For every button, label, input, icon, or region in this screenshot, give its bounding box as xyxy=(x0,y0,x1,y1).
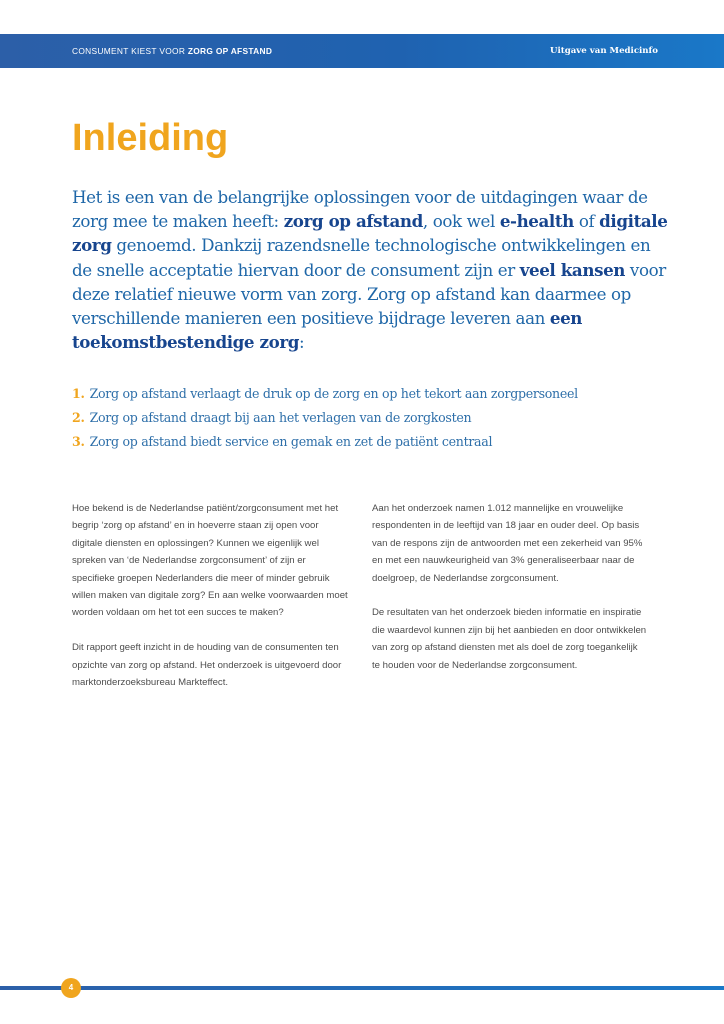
body-paragraph: Hoe bekend is de Nederlandse patiënt/zorgconsument met het begrip ‘zorg op afstand’ en in hoeverre staan zij open voor digitale diensten en oplossingen? Kunnen we eigenlijk wel spreken van ‘de Nederlandse zorgconsument’ of zijn er specifieke groepen Nederlanders die meer of minder gebruik willen maken van digitale zorg? En aan welke voorwaarden moet worden voldaan om het tot een succes te maken? xyxy=(72,503,348,619)
list-text: Zorg op afstand verlaagt de druk op de zorg en op het tekort aan zorgpersoneel xyxy=(89,386,578,401)
intro-bold-1: zorg op afstand xyxy=(283,211,423,232)
intro-text-2: , ook wel xyxy=(422,211,500,232)
body-column-right xyxy=(372,500,648,691)
list-text: Zorg op afstand draagt bij aan het verlagen van de zorgkosten xyxy=(89,410,472,425)
list-item xyxy=(72,430,578,454)
footer-divider xyxy=(0,986,724,990)
page-number: 4 xyxy=(61,978,81,998)
list-number: 1. xyxy=(72,386,85,401)
body-paragraph: De resultaten van het onderzoek bieden informatie en inspiratie die waardevol kunnen zijn bij het aanbieden en door ontwikkelen van zorg op afstand diensten met als doel de zorg toegankelijk te houden voor de Nederlandse zorgconsument. xyxy=(372,607,647,671)
intro-text-1: Het is een van de belangrijke oplossingen voor de uitdagingen waar de zorg mee te maken heeft: xyxy=(72,187,648,232)
list-number: 2. xyxy=(72,410,85,425)
benefits-list xyxy=(72,382,578,454)
list-text: Zorg op afstand biedt service en gemak en zet de patiënt centraal xyxy=(89,434,493,449)
page-title: Inleiding xyxy=(72,117,229,159)
intro-text-5: voor deze relatief nieuwe vorm van zorg. Zorg op afstand kan daarmee op verschillende manieren een positieve bijdrage leveren aan xyxy=(72,259,666,329)
list-number: 3. xyxy=(72,434,85,449)
intro-bold-5: een toekomstbestendige zorg xyxy=(72,308,583,353)
header-title-prefix: CONSUMENT KIEST VOOR xyxy=(72,46,186,56)
intro-bold-4: veel kansen xyxy=(519,259,626,280)
intro-bold-3: digitale zorg xyxy=(72,211,668,256)
body-paragraph: Aan het onderzoek namen 1.012 mannelijke en vrouwelijke respondenten in de leeftijd van 18 jaar en ouder deel. Op basis van de respons zijn de antwoorden met een zekerheid van 95% en met een nauwkeurigheid van 3% generaliseerbaar naar de doelgroep, de Nederlandse zorgconsument. xyxy=(372,503,643,584)
body-column-left xyxy=(72,500,348,709)
header-title-emphasis: ZORG OP AFSTAND xyxy=(187,46,273,56)
list-item xyxy=(72,382,578,406)
intro-text-6: : xyxy=(299,332,305,353)
intro-text-3: of xyxy=(573,211,600,232)
intro-bold-2: e-health xyxy=(499,211,574,232)
list-item xyxy=(72,406,578,430)
body-paragraph: Dit rapport geeft inzicht in de houding van de consumenten ten opzichte van zorg op afstand. Het onderzoek is uitgevoerd door marktonderzoeksbureau Markteffect. xyxy=(72,642,342,689)
header-publication-title xyxy=(72,34,272,68)
header-publisher: Uitgave van Medicinfo xyxy=(550,46,658,56)
intro-text-4: genoemd. Dankzij razendsnelle technologische ontwikkelingen en de snelle acceptatie hiervan door de consument zijn er xyxy=(72,235,651,280)
page-header xyxy=(0,34,724,68)
intro-paragraph xyxy=(72,185,672,354)
